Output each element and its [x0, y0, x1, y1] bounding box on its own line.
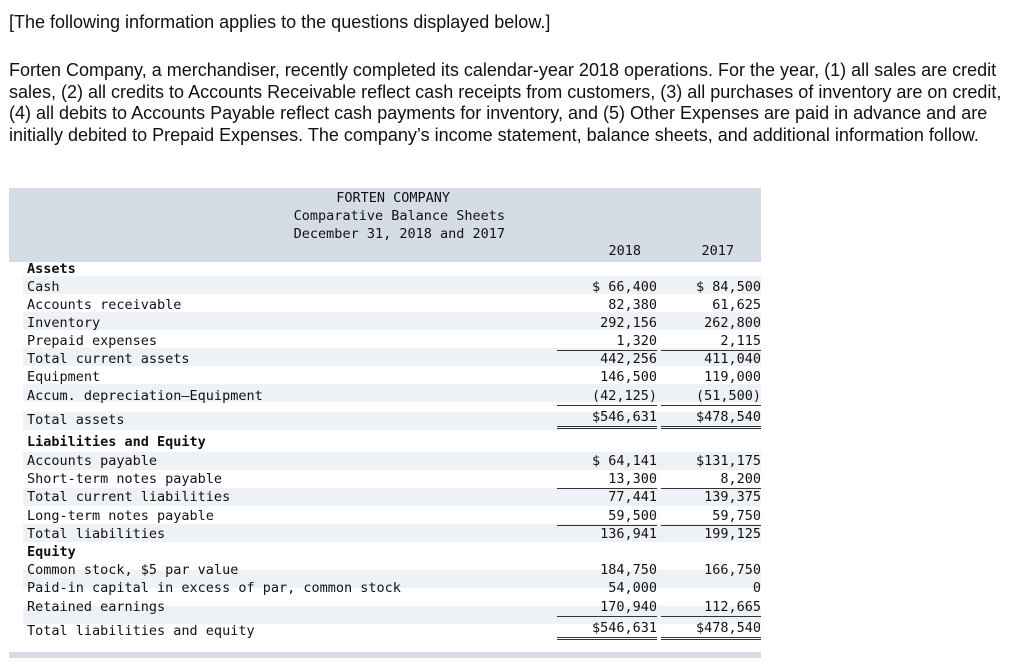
value-2018-short-term-notes: 13,300: [557, 470, 657, 489]
row-label-inventory: Inventory: [27, 315, 101, 331]
value-2018-total-liabilities: 136,941: [600, 526, 657, 542]
row-label-accounts-payable: Accounts payable: [27, 453, 158, 469]
value-2017-total-liabilities-equity: $478,540: [661, 619, 761, 640]
value-2017-total-liabilities: 199,125: [704, 526, 761, 542]
value-2018-equipment: 146,500: [600, 369, 657, 385]
value-2018-accounts-payable: $ 64,141: [591, 453, 657, 469]
value-2018-retained-earnings: 170,940: [557, 598, 657, 617]
value-2018-prepaid-expenses: 1,320: [557, 332, 657, 351]
value-2018-long-term-notes: 59,500: [557, 507, 657, 526]
value-2018-accounts-receivable: 82,380: [608, 297, 657, 313]
value-2017-total-assets: $478,540: [661, 408, 761, 429]
balance-sheet-table: [9, 188, 761, 658]
row-label-paid-in-capital: Paid-in capital in excess of par, common stock: [27, 580, 401, 596]
column-header-2018: 2018: [608, 243, 641, 259]
value-2018-total-liabilities-equity: $546,631: [557, 619, 657, 640]
row-label-accum-depreciation: Accum. depreciation—Equipment: [27, 388, 263, 404]
row-label-total-liabilities-equity: Total liabilities and equity: [27, 623, 255, 639]
row-label-common-stock: Common stock, $5 par value: [27, 562, 239, 578]
statement-title: Comparative Balance Sheets: [293, 208, 505, 224]
value-2017-long-term-notes: 59,750: [661, 507, 761, 526]
value-2017-equipment: 119,000: [704, 369, 761, 385]
row-label-cash: Cash: [27, 279, 60, 295]
value-2017-total-current-assets: 411,040: [704, 351, 761, 367]
table-footer-band: [9, 652, 761, 658]
row-label-total-current-liabilities: Total current liabilities: [27, 489, 231, 505]
company-name: FORTEN COMPANY: [336, 190, 450, 206]
row-label-long-term-notes: Long-term notes payable: [27, 508, 214, 524]
value-2018-common-stock: 184,750: [600, 562, 657, 578]
value-2018-accum-depreciation: (42,125): [557, 387, 657, 406]
row-label-total-assets: Total assets: [27, 412, 125, 428]
value-2018-total-current-liabilities: 77,441: [608, 489, 657, 505]
value-2017-common-stock: 166,750: [704, 562, 761, 578]
row-label-total-current-assets: Total current assets: [27, 351, 190, 367]
row-label-total-liabilities: Total liabilities: [27, 526, 166, 542]
value-2017-accounts-payable: $131,175: [695, 453, 761, 469]
value-2018-paid-in-capital: 54,000: [608, 580, 657, 596]
row-label-accounts-receivable: Accounts receivable: [27, 297, 182, 313]
row-label-short-term-notes: Short-term notes payable: [27, 471, 223, 487]
column-header-2017: 2017: [701, 243, 734, 259]
intro-paragraph: Forten Company, a merchandiser, recently completed its calendar-year 2018 operations. For the year, (1) all sales are credit sales, (2) all credits to Accounts Receivable reflect cash receipts from customers, (3) all purchases of inventory are on credit, (4) all debits to Accounts Payable reflect cash payments for inventory, and (5) Other Expenses are paid in advance and are initially debited to Prepaid Expenses. The company’s income statement, balance sheets, and additional information follow.: [9, 60, 1002, 145]
statement-date: December 31, 2018 and 2017: [293, 226, 505, 242]
value-2017-accounts-receivable: 61,625: [712, 297, 761, 313]
row-label-retained-earnings: Retained earnings: [27, 599, 166, 615]
value-2018-cash: $ 66,400: [591, 279, 657, 295]
intro-instruction: [The following information applies to the questions displayed below.]: [9, 12, 551, 32]
section-liabilities-equity: Liabilities and Equity: [27, 434, 206, 450]
value-2017-cash: $ 84,500: [695, 279, 761, 295]
value-2018-total-current-assets: 442,256: [600, 351, 657, 367]
value-2018-total-assets: $546,631: [557, 408, 657, 429]
row-label-equipment: Equipment: [27, 369, 101, 385]
value-2018-inventory: 292,156: [600, 315, 657, 331]
section-equity: Equity: [27, 544, 76, 560]
value-2017-short-term-notes: 8,200: [661, 470, 761, 489]
value-2017-paid-in-capital: 0: [752, 580, 761, 596]
value-2017-total-current-liabilities: 139,375: [704, 489, 761, 505]
value-2017-prepaid-expenses: 2,115: [661, 332, 761, 351]
value-2017-inventory: 262,800: [704, 315, 761, 331]
section-assets: Assets: [27, 261, 76, 277]
value-2017-accum-depreciation: (51,500): [661, 387, 761, 406]
value-2017-retained-earnings: 112,665: [661, 598, 761, 617]
row-label-prepaid-expenses: Prepaid expenses: [27, 333, 158, 349]
